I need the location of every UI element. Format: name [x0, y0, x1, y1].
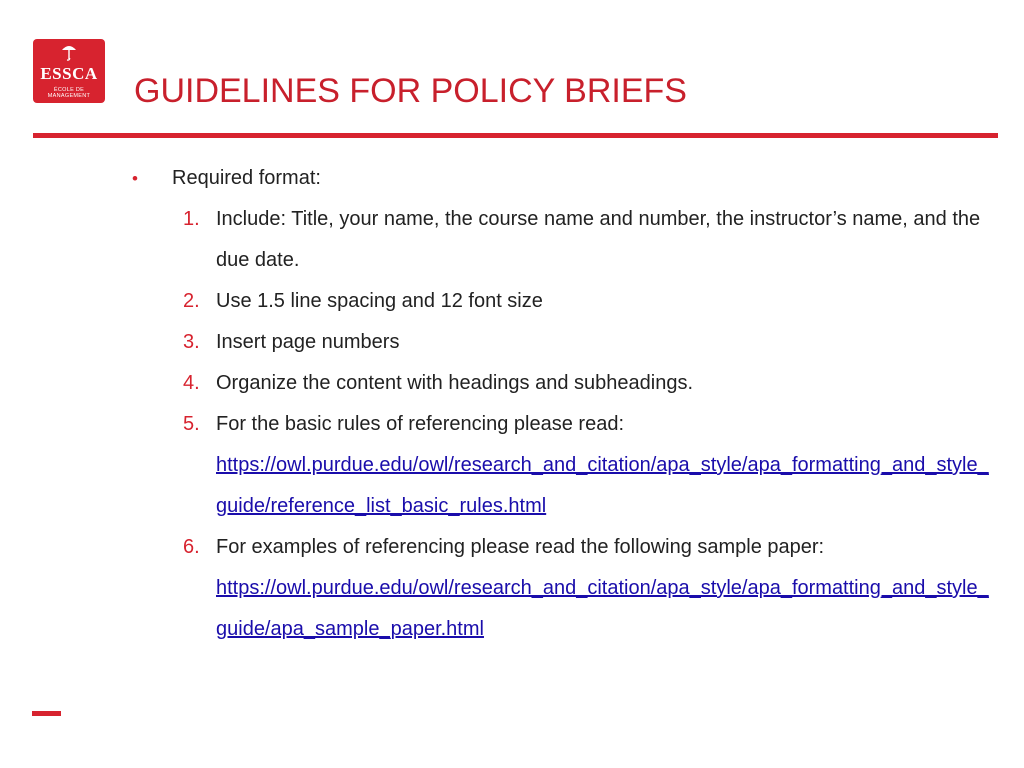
list-item	[0, 527, 1024, 650]
format-steps-list	[0, 199, 1024, 650]
footer-accent-mark	[32, 711, 61, 716]
list-item	[0, 281, 1024, 322]
step-number: 6.	[183, 536, 200, 558]
apa-basic-rules-link[interactable]: https://owl.purdue.edu/owl/research_and_citation/apa_style/apa_formatting_and_style_guide/reference_list_basic_rules.html	[216, 454, 989, 517]
bullet-item	[0, 158, 1024, 199]
essca-logo	[33, 39, 105, 103]
step-number: 2.	[183, 290, 200, 312]
list-item	[0, 322, 1024, 363]
step-number: 1.	[183, 208, 200, 230]
apa-sample-paper-link[interactable]: https://owl.purdue.edu/owl/research_and_citation/apa_style/apa_formatting_and_style_guide/apa_sample_paper.html	[216, 577, 989, 640]
umbrella-flag-icon	[61, 43, 77, 61]
step-number: 5.	[183, 413, 200, 435]
step-text: Insert page numbers	[216, 331, 400, 353]
step-text: For the basic rules of referencing please read:	[216, 413, 624, 435]
slide-title: GUIDELINES FOR POLICY BRIEFS	[134, 72, 687, 110]
list-item	[0, 199, 1024, 281]
list-item	[0, 404, 1024, 527]
title-divider	[33, 133, 998, 138]
step-number: 4.	[183, 372, 200, 394]
step-number: 3.	[183, 331, 200, 353]
step-text: Organize the content with headings and subheadings.	[216, 372, 694, 394]
step-text: For examples of referencing please read the following sample paper:	[216, 536, 825, 558]
bullet-text: Required format:	[172, 167, 321, 189]
logo-wordmark: ESSCA	[40, 64, 98, 83]
step-text: Include: Title, your name, the course name and number, the instructor’s name, and the due date.	[216, 208, 981, 271]
step-text: Use 1.5 line spacing and 12 font size	[216, 290, 543, 312]
bullet-marker: •	[132, 169, 138, 188]
list-item	[0, 363, 1024, 404]
slide-content	[0, 158, 1024, 650]
logo-tagline: ÉCOLE DE MANAGEMENT	[47, 87, 91, 99]
